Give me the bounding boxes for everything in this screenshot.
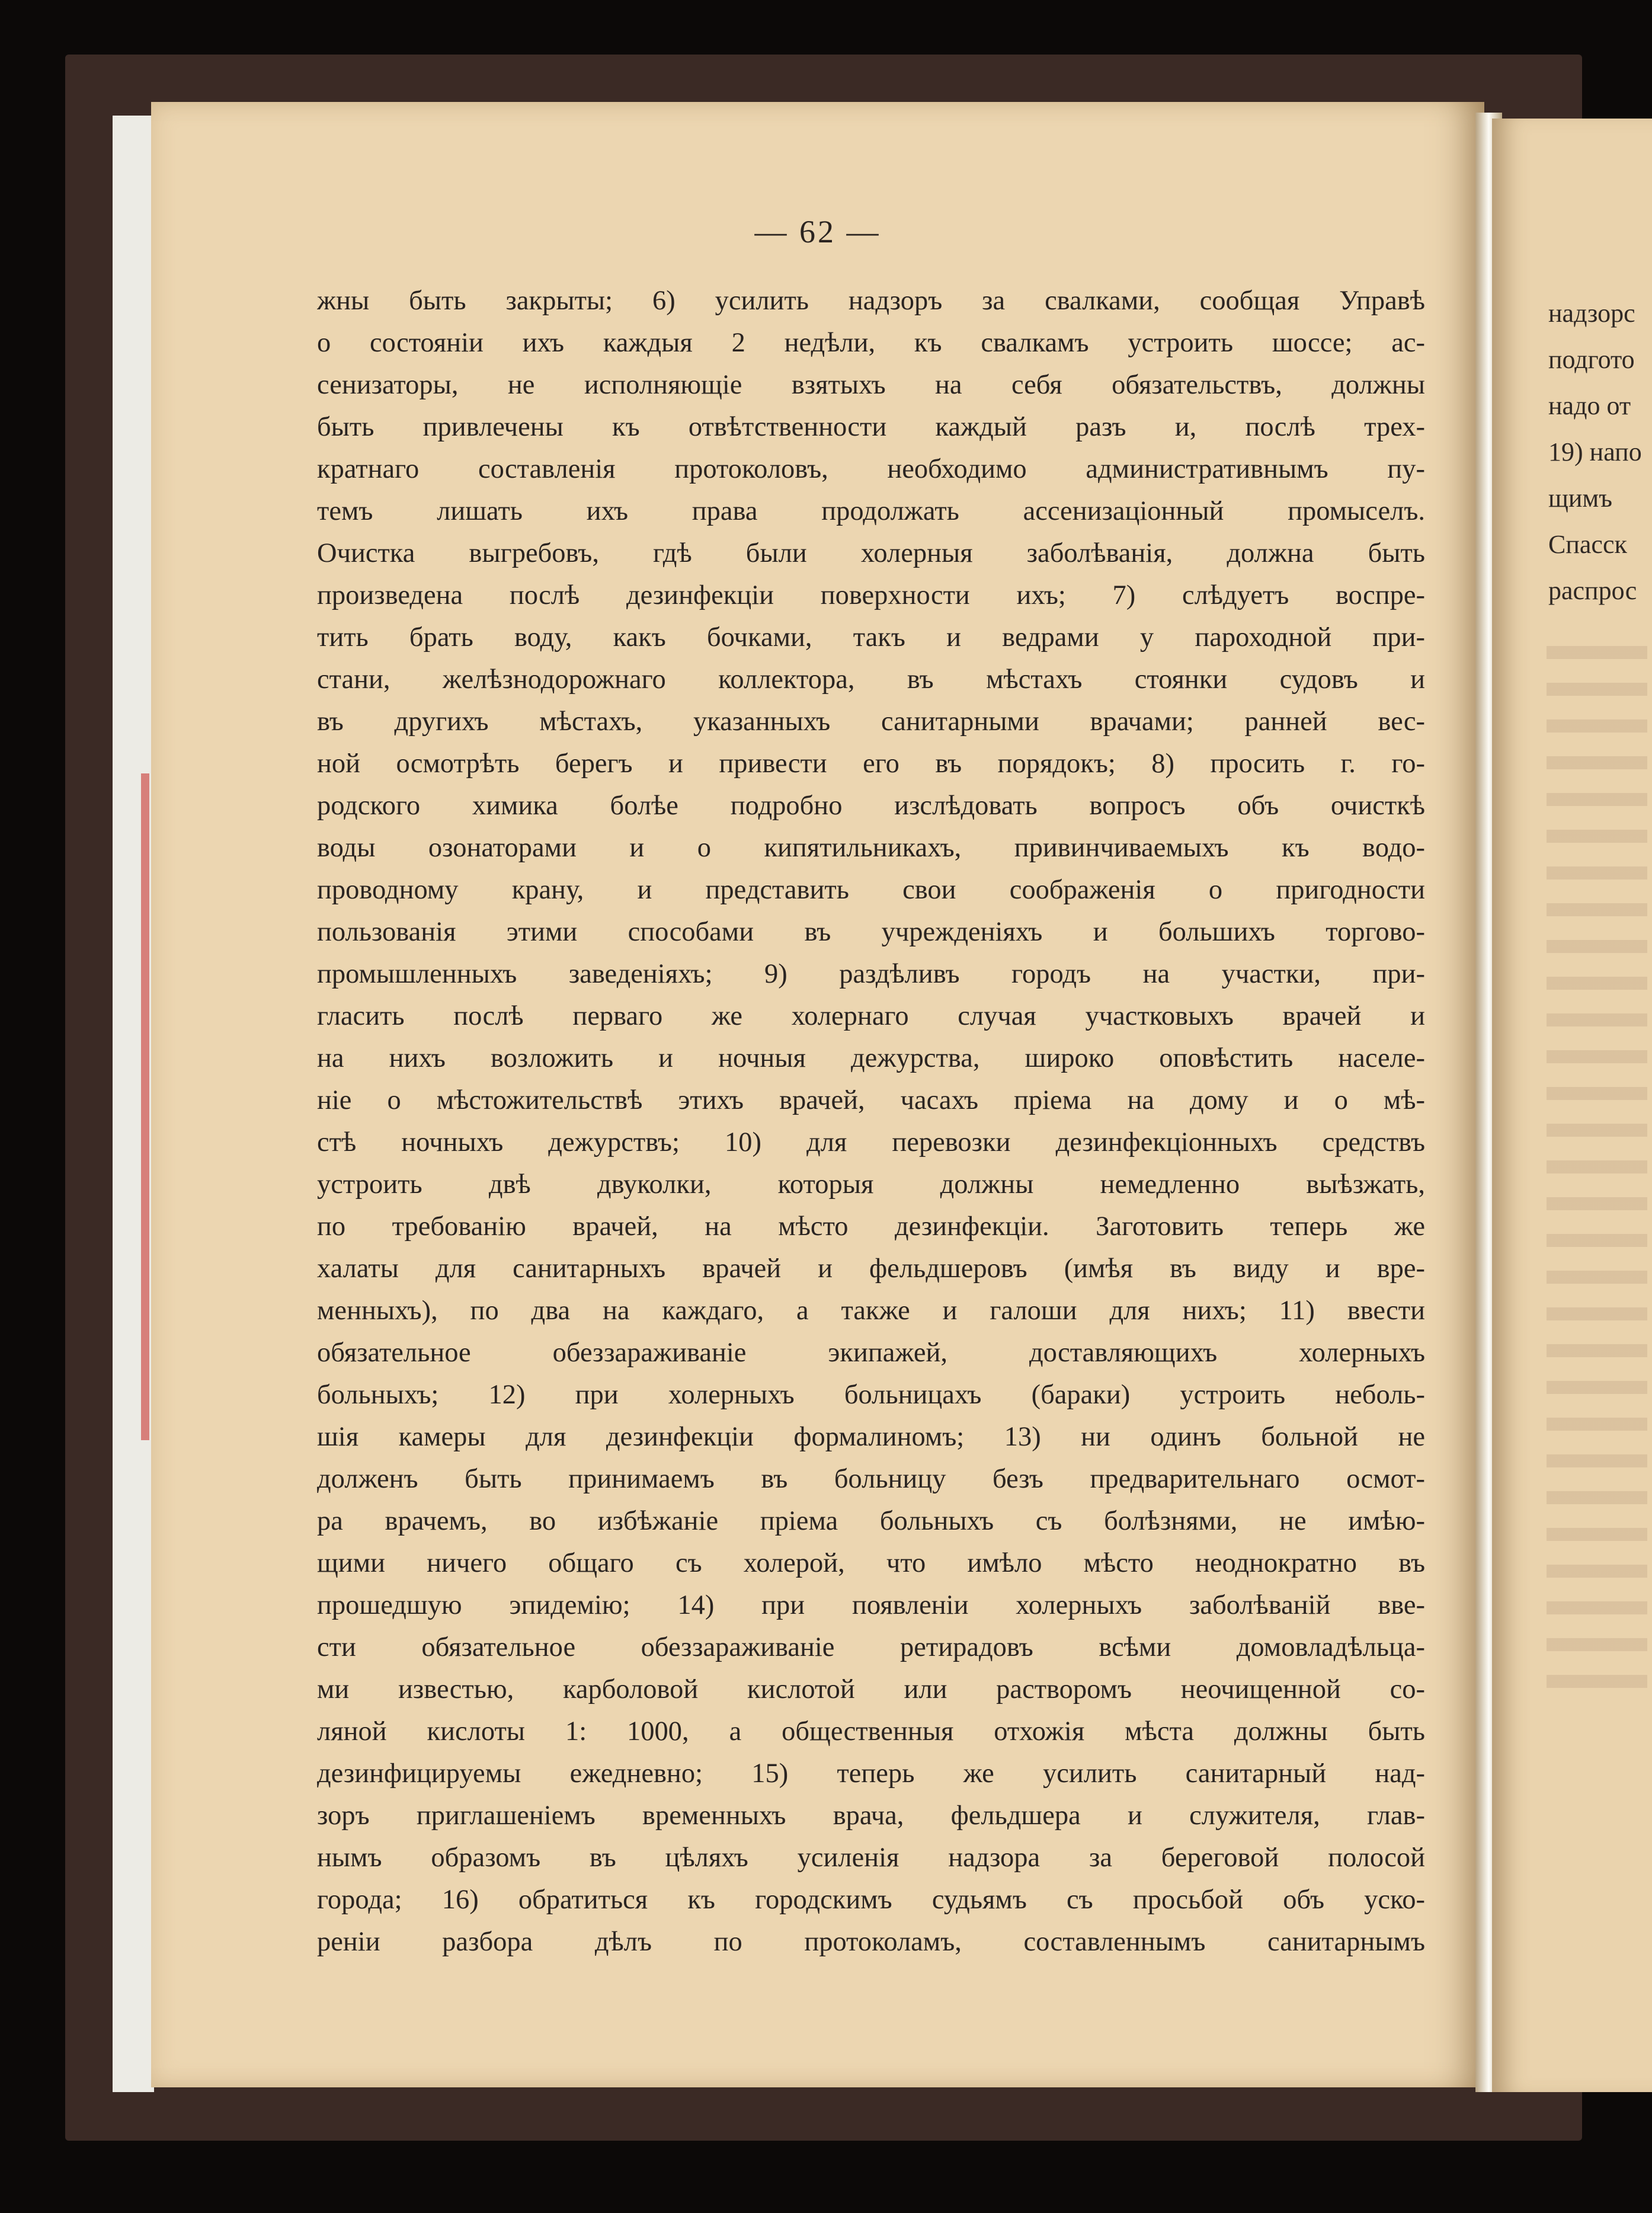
text-line: халаты для санитарныхъ врачей и фельдшеровъ (имѣя въ виду и вре- (317, 1253, 1425, 1284)
text-line: долженъ быть принимаемъ въ больницу безъ предварительнаго осмот- (317, 1464, 1425, 1494)
facing-text-line: подгото (1548, 345, 1635, 374)
facing-text-line: Спасск (1548, 530, 1627, 559)
text-line: ми известью, карболовой кислотой или растворомъ неочищенной со- (317, 1674, 1425, 1704)
text-line: тить брать воду, какъ бочками, такъ и ведрами у пароходной при- (317, 622, 1425, 653)
text-line: дезинфицируемы ежедневно; 15) теперь же усилить санитарный над- (317, 1758, 1425, 1789)
text-line: шiя камеры для дезинфекцiи формалиномъ; 13) ни одинъ больной не (317, 1422, 1425, 1452)
facing-text-line: надзорс (1548, 299, 1635, 328)
text-line: щими ничего общаго съ холерой, что имѣло мѣсто неоднократно въ (317, 1548, 1425, 1578)
text-line: произведена послѣ дезинфекцiи поверхности ихъ; 7) слѣдуетъ воспре- (317, 580, 1425, 610)
text-line: зоръ приглашенiемъ временныхъ врача, фельдшера и служителя, глав- (317, 1801, 1425, 1831)
text-line: быть привлечены къ отвѣтственности каждый разъ и, послѣ трех- (317, 412, 1425, 442)
text-line: ренiи разбора дѣлъ по протоколамъ, составленнымъ санитарнымъ (317, 1927, 1425, 1957)
text-line: на нихъ возложить и ночныя дежурства, широко оповѣстить населе- (317, 1043, 1425, 1073)
text-line: проводному крану, и представить свои соображенiя о пригодности (317, 875, 1425, 905)
text-line: промышленныхъ заведенiяхъ; 9) раздѣливъ городъ на участки, при- (317, 959, 1425, 989)
text-line: нымъ образомъ въ цѣляхъ усиленiя надзора за береговой полосой (317, 1843, 1425, 1873)
facing-text-line: надо от (1548, 391, 1631, 420)
text-line: темъ лишать ихъ права продолжать ассенизацiонный промыселъ. (317, 496, 1425, 526)
text-line: Очистка выгребовъ, гдѣ были холерныя заболѣванiя, должна быть (317, 538, 1425, 568)
facing-page-text (1548, 290, 1652, 614)
text-line: стани, желѣзнодорожнаго коллектора, въ мѣстахъ стоянки судовъ и (317, 664, 1425, 695)
text-line: нiе о мѣстожительствѣ этихъ врачей, часахъ прiема на дому и о мѣ- (317, 1085, 1425, 1115)
text-line: сти обязательное обеззараживанiе ретирадовъ всѣми домовладѣльца- (317, 1632, 1425, 1662)
text-line: пользованiя этими способами въ учрежденiяхъ и большихъ торгово- (317, 917, 1425, 947)
page-body-text (317, 280, 1425, 1963)
text-line: родского химика болѣе подробно изслѣдовать вопросъ объ очисткѣ (317, 791, 1425, 821)
text-line: обязательное обеззараживанiе экипажей, доставляющихъ холерныхъ (317, 1338, 1425, 1368)
text-line: больныхъ; 12) при холерныхъ больницахъ (бараки) устроить неболь- (317, 1380, 1425, 1410)
bleed-through-text (1547, 622, 1647, 1689)
text-line: жны быть закрыты; 6) усилить надзоръ за свалками, сообщая Управѣ (317, 286, 1425, 316)
text-line: ляной кислоты 1: 1000, а общественныя отхожiя мѣста должны быть (317, 1716, 1425, 1747)
bookmark-ribbon (141, 773, 149, 1440)
text-line: менныхъ), по два на каждаго, а также и галоши для нихъ; 11) ввести (317, 1296, 1425, 1326)
facing-text-line: распрос (1548, 576, 1637, 605)
text-line: по требованiю врачей, на мѣсто дезинфекцiи. Заготовить теперь же (317, 1211, 1425, 1242)
left-page (151, 102, 1484, 2087)
text-line: о состоянiи ихъ каждыя 2 недѣли, къ свалкамъ устроить шоссе; ас- (317, 328, 1425, 358)
facing-text-line: 19) напо (1548, 437, 1642, 466)
text-line: гласить послѣ перваго же холернаго случая участковыхъ врачей и (317, 1001, 1425, 1031)
text-line: устроить двѣ двуколки, которыя должны немедленно выѣзжать, (317, 1169, 1425, 1200)
page-number: — 62 — (754, 214, 881, 250)
text-line: сенизаторы, не исполняющiе взятыхъ на себя обязательствъ, должны (317, 370, 1425, 400)
text-line: стѣ ночныхъ дежурствъ; 10) для перевозки дезинфекцiонныхъ средствъ (317, 1127, 1425, 1157)
facing-text-line: щимъ (1548, 484, 1613, 513)
text-line: ра врачемъ, во избѣжанiе прiема больныхъ съ болѣзнями, не имѣю- (317, 1506, 1425, 1536)
text-line: воды озонаторами и о кипятильникахъ, привинчиваемыхъ къ водо- (317, 833, 1425, 863)
text-line: прошедшую эпидемiю; 14) при появленiи холерныхъ заболѣванiй вве- (317, 1590, 1425, 1620)
text-line: города; 16) обратиться къ городскимъ судьямъ съ просьбой объ уско- (317, 1885, 1425, 1915)
text-line: ной осмотрѣть берегъ и привести его въ порядокъ; 8) просить г. го- (317, 749, 1425, 779)
text-line: кратнаго составленiя протоколовъ, необходимо административнымъ пу- (317, 454, 1425, 484)
text-line: въ другихъ мѣстахъ, указанныхъ санитарными врачами; ранней вес- (317, 706, 1425, 737)
